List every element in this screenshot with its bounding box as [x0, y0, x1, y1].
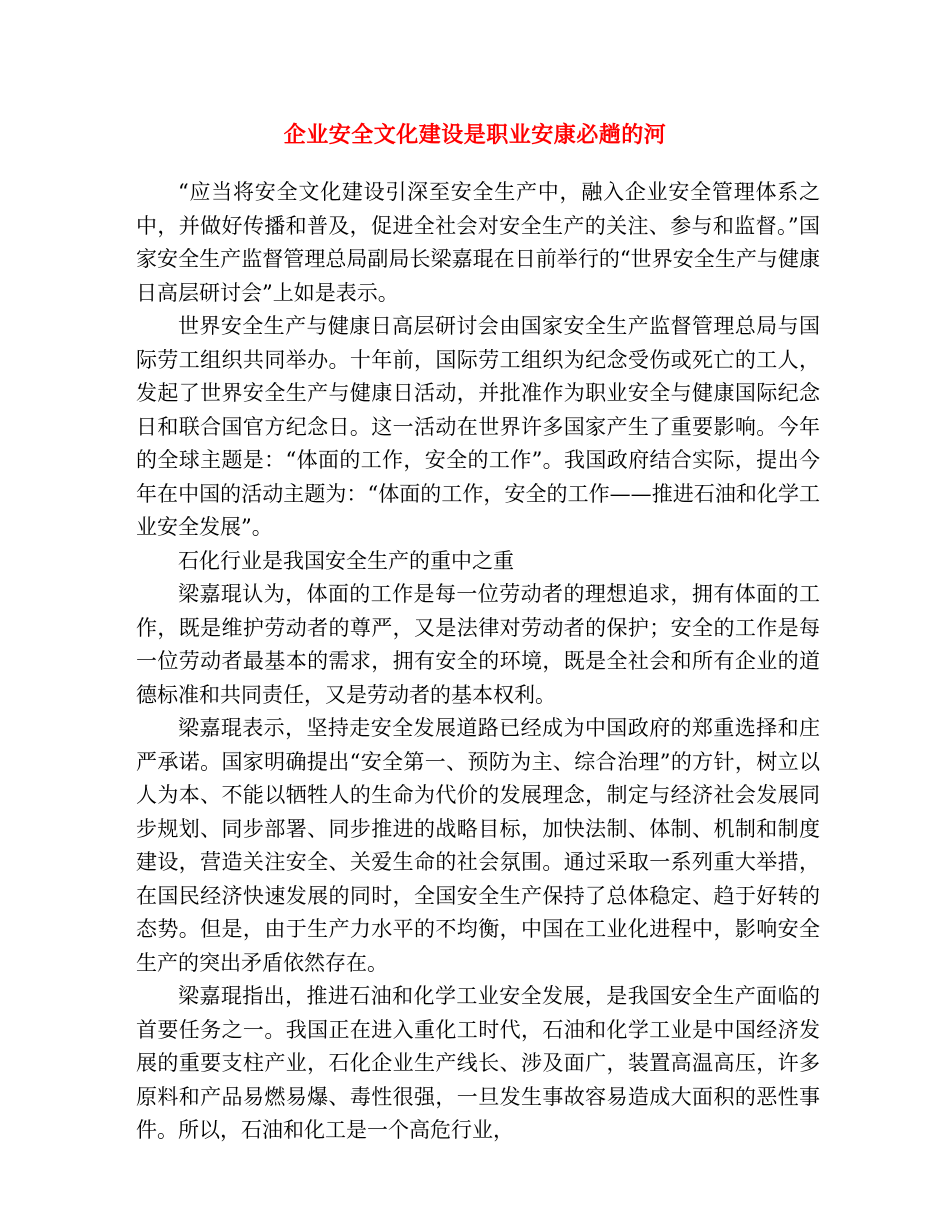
paragraph: 梁嘉琨表示，坚持走安全发展道路已经成为中国政府的郑重选择和庄严承诺。国家明确提出“安全第一、预防为主、综合治理”的方针，树立以人为本、不能以牺牲人的生命为代价的发展理念，制定与经济社会发展同步规划、同步部署、同步推进的战略目标，加快法制、体制、机制和制度建设，营造关注安全、关爱生命的社会氛围。通过采取一系列重大举措，在国民经济快速发展的同时，全国安全生产保持了总体稳定、趋于好转的态势。但是，由于生产力水平的不均衡，中国在工业化进程中，影响安全生产的突出矛盾依然存在。 — [136, 716, 820, 975]
paragraph: 世界安全生产与健康日高层研讨会由国家安全生产监督管理总局与国际劳工组织共同举办。十年前，国际劳工组织为纪念受伤或死亡的工人，发起了世界安全生产与健康日活动，并批准作为职业安全与健康国际纪念日和联合国官方纪念日。这一活动在世界许多国家产生了重要影响。今年的全球主题是：“体面的工作，安全的工作”。我国政府结合实际，提出今年在中国的活动主题为：“体面的工作，安全的工作——推进石油和化学工业安全发展”。 — [136, 314, 820, 539]
document-title: 企业安全文化建设是职业安康必趟的河 — [283, 122, 667, 148]
paragraph: 梁嘉琨指出，推进石油和化学工业安全发展，是我国安全生产面临的首要任务之一。我国正在进入重化工时代，石油和化学工业是中国经济发展的重要支柱产业，石化企业生产线长、涉及面广，装置高温高压，许多原料和产品易燃易爆、毒性很强，一旦发生事故容易造成大面积的恶性事件。所以，石油和化工是一个高危行业， — [136, 984, 820, 1142]
document-body — [136, 176, 820, 1148]
paragraph: 梁嘉琨认为，体面的工作是每一位劳动者的理想追求，拥有体面的工作，既是维护劳动者的尊严，又是法律对劳动者的保护；安全的工作是每一位劳动者最基本的需求，拥有安全的环境，既是全社会和所有企业的道德标准和共同责任，又是劳动者的基本权利。 — [136, 582, 820, 707]
paragraph: “应当将安全文化建设引深至安全生产中，融入企业安全管理体系之中，并做好传播和普及，促进全社会对安全生产的关注、参与和监督。”国家安全生产监督管理总局副局长梁嘉琨在日前举行的“世界安全生产与健康日高层研讨会”上如是表示。 — [136, 180, 820, 305]
section-heading: 石化行业是我国安全生产的重中之重 — [178, 548, 514, 573]
